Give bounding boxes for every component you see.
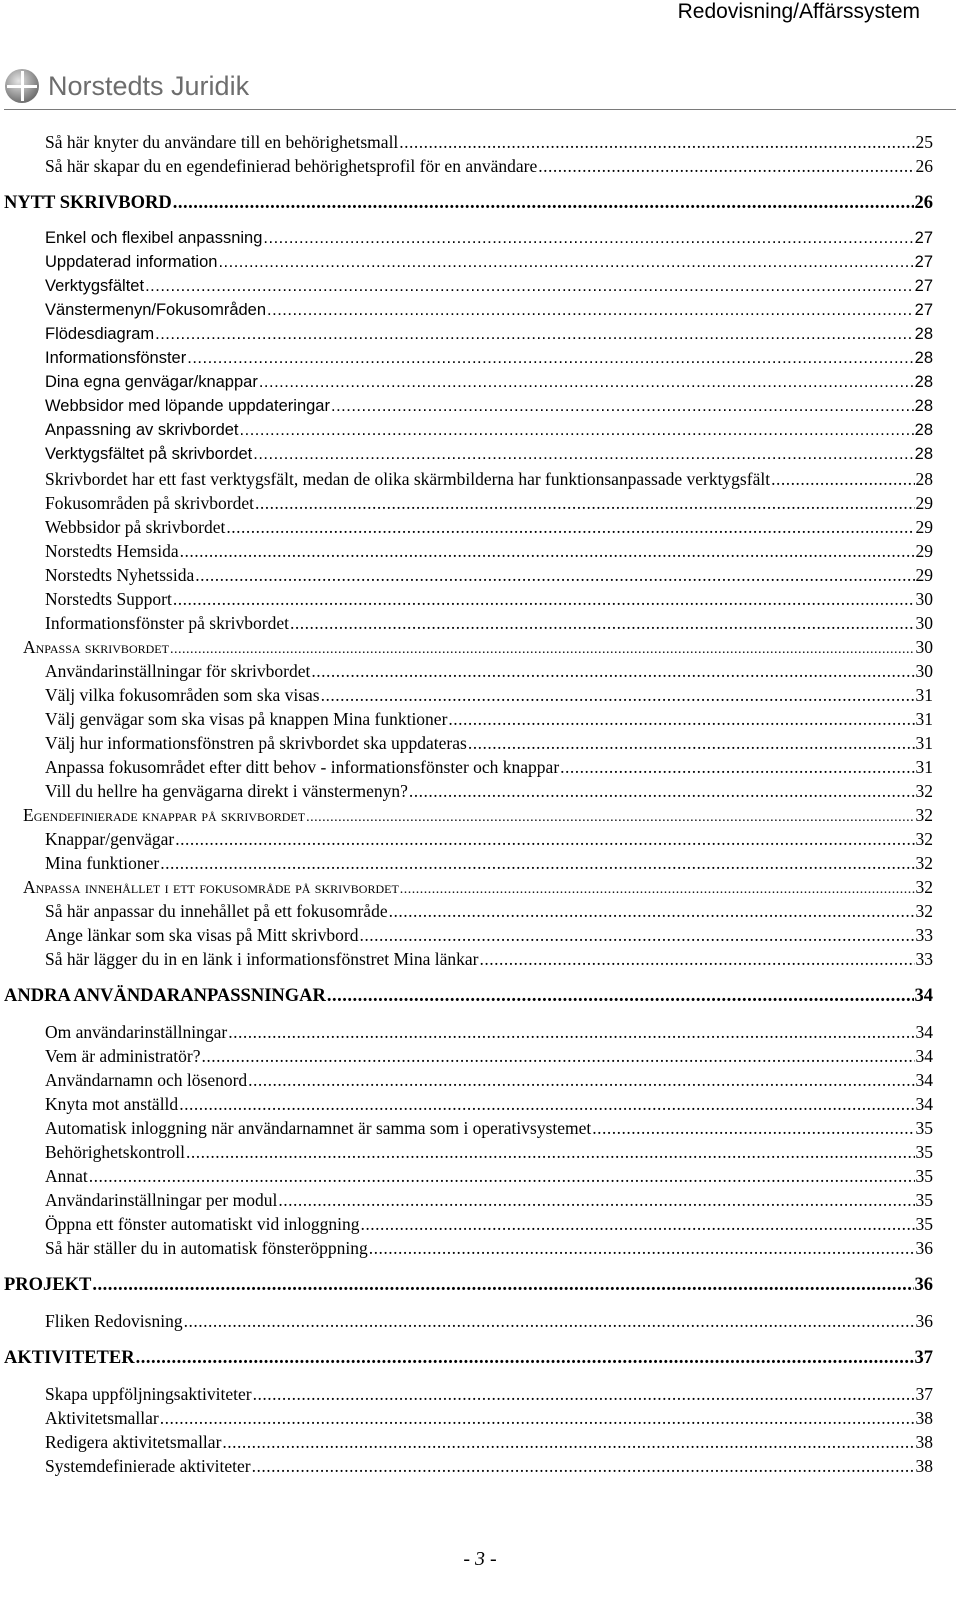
toc-entry-label: Så här knyter du användare till en behörighetsmall [45,132,399,152]
toc-entry-page: 32 [915,781,933,801]
toc-entry[interactable] [0,949,960,970]
toc-entry[interactable] [0,781,960,802]
toc-entry[interactable] [0,445,960,464]
toc-entry-label: Knyta mot anställd [45,1094,179,1114]
toc-leader-dots [290,613,915,633]
toc-entry-label: PROJEKT [4,1275,92,1295]
toc-entry-page: 35 [915,1118,933,1138]
toc-leader-dots [360,925,915,945]
toc-entry-label: Vänstermenyn/Fokusområden [45,301,267,319]
norstedts-logo [4,66,249,106]
toc-leader-dots [202,1046,915,1066]
toc-entry[interactable] [0,613,960,634]
toc-entry-page: 30 [915,637,933,657]
toc-entry-label: Ange länkar som ska visas på Mitt skrivbord [45,925,359,945]
toc-entry-page: 29 [915,517,933,537]
toc-entry[interactable] [0,1046,960,1067]
toc-entry-page: 32 [915,829,933,849]
toc-leader-dots [160,1408,915,1428]
toc-entry[interactable] [0,1348,960,1369]
toc-entry-page: 36 [914,1275,933,1295]
toc-entry-page: 27 [914,253,933,271]
toc-entry[interactable] [0,1456,960,1477]
toc-leader-dots [369,1238,915,1258]
toc-entry-label: Anpassa skrivbordet [23,637,169,657]
toc-leader-dots [311,661,914,681]
toc-entry-label: Enkel och flexibel anpassning [45,229,263,247]
toc-entry-label: Knappar/genvägar [45,829,175,849]
toc-entry-label: Vem är administratör? [45,1046,201,1066]
toc-entry-page: 35 [915,1142,933,1162]
toc-leader-dots [399,132,914,152]
toc-entry-label: Vill du hellre ha genvägarna direkt i vänstermenyn? [45,781,408,801]
toc-entry-page: 28 [914,349,933,367]
toc-leader-dots [409,781,915,801]
toc-entry-page: 31 [915,685,933,705]
toc-entry[interactable] [0,853,960,874]
header-divider [4,109,956,110]
toc-entry[interactable] [0,829,960,850]
toc-entry-label: Anpassa fokusområdet efter ditt behov - informationsfönster och knappar [45,757,560,777]
toc-entry-label: Välj vilka fokusområden som ska visas [45,685,320,705]
toc-entry-label: Webbsidor på skrivbordet [45,517,226,537]
toc-entry-label: Verktygsfältet [45,277,145,295]
toc-entry[interactable] [0,397,960,416]
toc-entry-label: Fokusområden på skrivbordet [45,493,254,513]
toc-leader-dots [321,685,915,705]
toc-entry[interactable] [0,229,960,248]
toc-entry-page: 28 [914,373,933,391]
toc-entry-page: 35 [915,1190,933,1210]
toc-entry-page: 34 [915,1022,933,1042]
toc-entry-label: Behörighetskontroll [45,1142,185,1162]
toc-entry[interactable] [0,301,960,320]
toc-leader-dots [267,301,914,320]
toc-leader-dots [263,229,913,248]
toc-entry-page: 28 [914,397,933,415]
toc-entry[interactable] [0,685,960,706]
toc-entry[interactable] [0,1118,960,1139]
toc-entry-page: 38 [915,1408,933,1428]
toc-entry[interactable] [0,193,960,214]
toc-leader-dots [400,882,915,898]
toc-leader-dots [259,373,914,392]
toc-leader-dots [538,156,914,176]
toc-entry-page: 30 [915,613,933,633]
toc-entry-label: Så här ställer du in automatisk fönsteröppning [45,1238,368,1258]
toc-entry-label: Norstedts Support [45,589,172,609]
toc-entry-page: 28 [914,421,933,439]
toc-leader-dots [180,541,915,561]
toc-leader-dots [173,589,915,609]
toc-entry[interactable] [0,1070,960,1091]
toc-entry[interactable] [0,925,960,946]
toc-entry[interactable] [0,349,960,368]
toc-entry-label: Så här lägger du in en länk i informationsfönstret Mina länkar [45,949,479,969]
toc-entry-page: 36 [915,1311,933,1331]
toc-entry-label: Verktygsfältet på skrivbordet [45,445,253,463]
toc-entry-page: 34 [915,1046,933,1066]
toc-entry-label: Flödesdiagram [45,325,155,343]
toc-entry[interactable] [0,661,960,682]
toc-entry-label: Så här anpassar du innehållet på ett fokusområde [45,901,388,921]
toc-leader-dots [155,325,914,344]
toc-entry[interactable] [0,805,960,826]
toc-entry-page: 32 [915,901,933,921]
toc-entry[interactable] [0,541,960,562]
toc-entry-page: 37 [915,1384,933,1404]
toc-entry-label: Användarinställningar för skrivbordet [45,661,311,681]
toc-entry[interactable] [0,565,960,586]
toc-entry[interactable] [0,1166,960,1187]
toc-entry-label: Egendefinierade knappar på skrivbordet [23,805,306,825]
toc-entry-page: 32 [915,853,933,873]
toc-entry-page: 31 [915,709,933,729]
toc-entry-page: 35 [915,1214,933,1234]
toc-entry-page: 34 [915,1070,933,1090]
toc-entry[interactable] [0,1311,960,1332]
toc-leader-dots [179,1094,914,1114]
toc-entry[interactable] [0,469,960,490]
toc-entry-label: Användarnamn och lösenord [45,1070,248,1090]
toc-entry-page: 27 [914,301,933,319]
toc-entry-label: Öppna ett fönster automatiskt vid inloggning [45,1214,360,1234]
document-header-title: Redovisning/Affärssystem [677,0,920,23]
toc-entry-label: Automatisk inloggning när användarnamnet är samma som i operativsystemet [45,1118,592,1138]
toc-entry-page: 28 [915,469,933,489]
toc-entry[interactable] [0,493,960,514]
norstedts-logo-icon [4,68,40,104]
toc-entry-label: NYTT SKRIVBORD [4,193,172,213]
toc-entry-label: Anpassning av skrivbordet [45,421,239,439]
toc-leader-dots [240,421,914,440]
toc-leader-dots [145,277,914,296]
toc-entry-page: 26 [915,156,933,176]
toc-entry-page: 27 [914,277,933,295]
toc-entry[interactable] [0,1190,960,1211]
toc-entry-page: 33 [915,949,933,969]
toc-entry-label: Dina egna genvägar/knappar [45,373,258,391]
toc-entry[interactable] [0,1408,960,1429]
toc-entry-page: 26 [914,193,933,213]
toc-entry[interactable] [0,901,960,922]
page-number: - 3 - [463,1548,497,1570]
toc-leader-dots [228,1022,914,1042]
toc-leader-dots [218,253,913,272]
toc-leader-dots [92,1275,913,1296]
toc-entry-label: Om användarinställningar [45,1022,228,1042]
toc-leader-dots [187,349,913,368]
toc-entry[interactable] [0,156,960,177]
toc-entry-page: 31 [915,757,933,777]
toc-entry[interactable] [0,421,960,440]
toc-entry-label: Fliken Redovisning [45,1311,183,1331]
toc-leader-dots [592,1118,914,1138]
toc-entry-page: 28 [914,325,933,343]
toc-leader-dots [468,733,915,753]
logo-wordmark: Norstedts Juridik [48,70,250,101]
toc-entry-page: 32 [915,877,933,897]
toc-entry-page: 30 [915,661,933,681]
toc-entry-label: Välj genvägar som ska visas på knappen Mina funktioner [45,709,448,729]
toc-leader-dots [226,517,914,537]
toc-entry-page: 25 [915,132,933,152]
toc-leader-dots [278,1190,914,1210]
toc-entry[interactable] [0,373,960,392]
toc-entry[interactable] [0,589,960,610]
toc-entry-page: 33 [915,925,933,945]
toc-entry[interactable] [0,1022,960,1043]
toc-entry[interactable] [0,986,960,1007]
toc-entry-page: 36 [915,1238,933,1258]
toc-entry[interactable] [0,1384,960,1405]
toc-entry-page: 34 [915,1094,933,1114]
toc-entry[interactable] [0,277,960,296]
toc-entry[interactable] [0,1275,960,1296]
toc-entry-label: Redigera aktivitetsmallar [45,1432,222,1452]
toc-entry[interactable] [0,709,960,730]
toc-leader-dots [170,642,915,658]
toc-entry-page: 29 [915,565,933,585]
toc-leader-dots [89,1166,915,1186]
toc-entry-page: 30 [915,589,933,609]
toc-entry-label: Skapa uppföljningsaktiviteter [45,1384,252,1404]
toc-entry[interactable] [0,757,960,778]
toc-leader-dots [136,1348,914,1369]
toc-entry-label: Informationsfönster [45,349,187,367]
toc-leader-dots [195,565,914,585]
toc-entry[interactable] [0,1238,960,1259]
toc-leader-dots [184,1311,915,1331]
toc-entry[interactable] [0,132,960,153]
toc-entry-page: 29 [915,493,933,513]
toc-entry-label: Skrivbordet har ett fast verktygsfält, medan de olika skärmbilderna har funktionsanpassade verktygsfält [45,469,771,489]
toc-leader-dots [360,1214,914,1234]
toc-entry[interactable] [0,517,960,538]
toc-entry[interactable] [0,1432,960,1453]
toc-entry-label: Välj hur informationsfönstren på skrivbordet ska uppdateras [45,733,467,753]
toc-leader-dots [480,949,915,969]
toc-entry-page: 35 [915,1166,933,1186]
toc-leader-dots [448,709,914,729]
toc-entry[interactable] [0,733,960,754]
toc-entry-page: 29 [915,541,933,561]
toc-entry-label: Uppdaterad information [45,253,218,271]
toc-entry-label: Så här skapar du en egendefinierad behörighetsprofil för en användare [45,156,538,176]
toc-entry[interactable] [0,1214,960,1235]
toc-leader-dots [253,1384,915,1404]
toc-entry-label: Norstedts Nyhetssida [45,565,195,585]
toc-entry-label: Systemdefinierade aktiviteter [45,1456,251,1476]
toc-entry-page: 38 [915,1456,933,1476]
toc-entry[interactable] [0,325,960,344]
toc-entry[interactable] [0,637,960,658]
toc-leader-dots [248,1070,914,1090]
toc-entry-label: Webbsidor med löpande uppdateringar [45,397,330,415]
toc-entry-page: 31 [915,733,933,753]
toc-entry-label: ANDRA ANVÄNDARANPASSNINGAR [4,986,326,1006]
toc-leader-dots [771,469,914,489]
toc-entry[interactable] [0,253,960,272]
toc-leader-dots [560,757,914,777]
toc-entry-page: 38 [915,1432,933,1452]
toc-entry-page: 32 [915,805,933,825]
toc-leader-dots [186,1142,915,1162]
toc-leader-dots [222,1432,914,1452]
toc-leader-dots [255,493,915,513]
toc-leader-dots [306,810,914,826]
toc-entry-label: Norstedts Hemsida [45,541,179,561]
toc-leader-dots [173,193,914,214]
toc-entry[interactable] [0,1142,960,1163]
toc-leader-dots [327,986,914,1007]
toc-leader-dots [253,445,913,464]
toc-leader-dots [331,397,914,416]
toc-entry-label: Annat [45,1166,88,1186]
toc-leader-dots [252,1456,915,1476]
toc-entry-page: 34 [914,986,933,1006]
toc-leader-dots [175,829,914,849]
toc-entry-label: Aktivitetsmallar [45,1408,159,1428]
toc-entry-page: 37 [914,1348,933,1368]
toc-entry-page: 27 [914,229,933,247]
toc-entry-label: Informationsfönster på skrivbordet [45,613,289,633]
toc-entry-label: AKTIVITETER [4,1348,135,1368]
toc-entry-label: Anpassa innehållet i ett fokusområde på skrivbordet [23,877,399,897]
toc-entry[interactable] [0,877,960,898]
toc-entry-page: 28 [914,445,933,463]
toc-entry-label: Mina funktioner [45,853,160,873]
toc-leader-dots [389,901,915,921]
toc-leader-dots [160,853,914,873]
toc-entry-label: Användarinställningar per modul [45,1190,278,1210]
toc-entry[interactable] [0,1094,960,1115]
